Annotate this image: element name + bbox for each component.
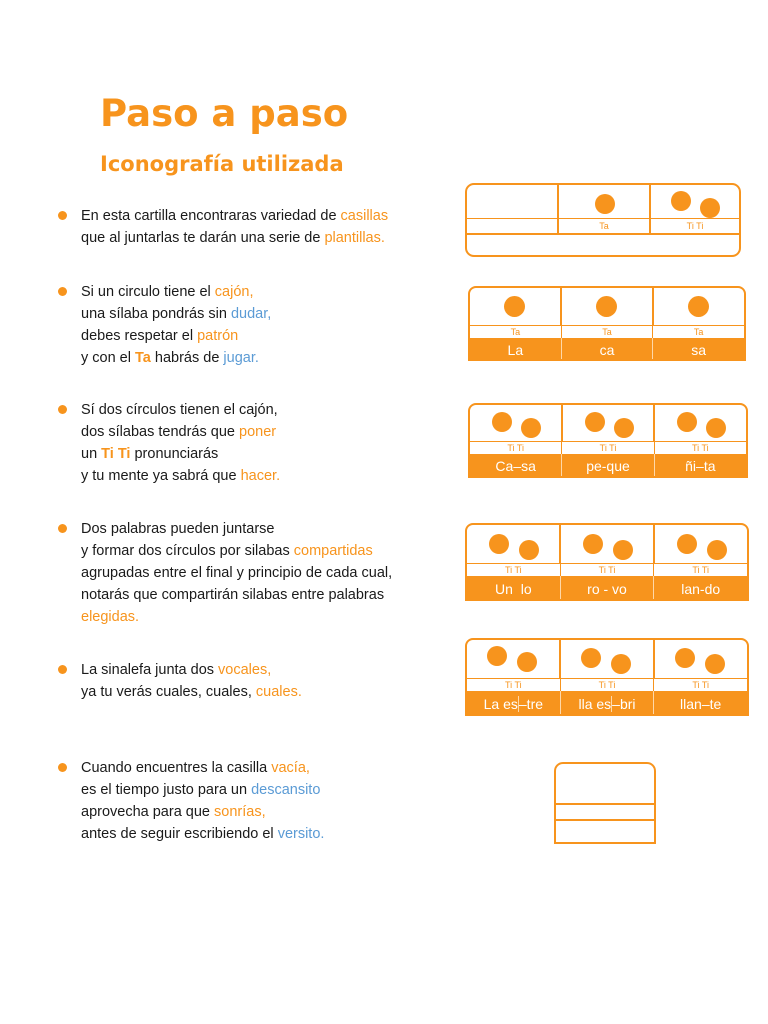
- bullet-text: [81, 518, 392, 628]
- text-line: [81, 281, 271, 303]
- text-run: –tre: [518, 696, 544, 712]
- text-line: [81, 823, 324, 845]
- text-run: y tu mente ya sabrá que: [81, 468, 241, 484]
- rhythm-label: Ti Ti: [505, 680, 522, 690]
- rhythm-label: [467, 219, 559, 233]
- pattern-box-ta: [468, 286, 746, 361]
- syllable-cell: [470, 338, 561, 361]
- highlighted-text: dudar,: [230, 306, 272, 322]
- syllable-row: [470, 338, 744, 361]
- rhythm-label: Ti Ti: [686, 221, 704, 231]
- syllable-cell: [467, 576, 560, 601]
- text-line: [81, 584, 392, 606]
- circle-icon: [583, 534, 603, 554]
- pattern-cell: [467, 640, 559, 678]
- circle-icon: [504, 296, 525, 317]
- circle-icon: [595, 194, 615, 214]
- syllable-cell: [560, 691, 654, 716]
- text-run: En esta cartilla encontraras variedad de: [81, 208, 341, 224]
- highlighted-text: descansito: [251, 782, 321, 798]
- pattern-cell: [470, 288, 560, 325]
- pattern-cell: [653, 405, 746, 441]
- rhythm-label: Ti Ti: [653, 564, 747, 576]
- highlighted-text: elegidas.: [81, 609, 140, 625]
- label-row: [467, 218, 739, 235]
- cell-titi: [651, 185, 739, 218]
- pattern-cell: [653, 640, 747, 678]
- text-run: La sinalefa junta dos: [81, 662, 219, 678]
- bullet-text: [81, 757, 324, 845]
- text-line: [81, 465, 280, 487]
- empty-syllable-row: [467, 235, 739, 255]
- syllable-row: [467, 691, 747, 716]
- syllable-cell: [654, 454, 746, 478]
- text-line: [81, 443, 280, 465]
- circle-icon: [489, 534, 509, 554]
- pattern-cell: [560, 288, 652, 325]
- bullet-text: [81, 399, 280, 487]
- highlighted-text: La es: [483, 696, 518, 712]
- label-row: [467, 678, 747, 691]
- circle-icon: [700, 198, 720, 218]
- text-run: pe-que: [586, 458, 630, 474]
- text-run: ro - vo: [587, 581, 627, 597]
- circle-icon: [521, 418, 541, 438]
- bullet-dot: [58, 405, 67, 414]
- text-run: debes respetar el: [81, 328, 198, 344]
- pattern-box-compartidas: [465, 523, 749, 601]
- text-run: ya tu verás cuales, cuales,: [81, 684, 256, 700]
- bullet-dot: [58, 665, 67, 674]
- highlighted-text: casillas: [340, 208, 389, 224]
- bullet-dot: [58, 524, 67, 533]
- circle-icon: [707, 540, 727, 560]
- page-title: Paso a paso: [100, 92, 349, 135]
- text-line: [81, 562, 392, 584]
- text-run: dos sílabas tendrás que: [81, 424, 239, 440]
- bullet-dot: [58, 763, 67, 772]
- pattern-cell: [652, 288, 744, 325]
- circle-icon: [706, 418, 726, 438]
- text-run: ñi–ta: [685, 458, 716, 474]
- circle-icon: [517, 652, 537, 672]
- circle-icon: [677, 534, 697, 554]
- highlighted-text: cajón,: [214, 284, 254, 300]
- syllable-cell: [652, 338, 744, 361]
- text-run: Ca–sa: [495, 458, 536, 474]
- circle-icon: [492, 412, 512, 432]
- pattern-cell: [653, 525, 747, 563]
- label-row: [470, 325, 744, 338]
- highlighted-text: cuales.: [255, 684, 302, 700]
- highlighted-text: poner: [239, 424, 277, 440]
- text-run: sa: [691, 342, 707, 358]
- highlighted-text: versito.: [277, 826, 325, 842]
- rhythm-label: Ti Ti: [654, 442, 746, 454]
- highlighted-text: vocales,: [218, 662, 272, 678]
- text-run: y con el: [81, 350, 135, 366]
- text-run: Sí dos círculos tienen el cajón,: [81, 402, 278, 418]
- text-run: pronunciarás: [130, 446, 219, 462]
- text-run: y formar dos círculos por silabas: [81, 543, 294, 559]
- circle-icon: [581, 648, 601, 668]
- rhythm-label: Ta: [652, 326, 744, 338]
- text-line: [81, 303, 271, 325]
- rhythm-label: Ti Ti: [507, 443, 524, 453]
- text-run: que al juntarlas te darán una serie de: [81, 230, 325, 246]
- text-run: lan-do: [681, 581, 721, 597]
- pattern-box-titi: [468, 403, 748, 478]
- text-run: ca: [599, 342, 615, 358]
- syllable-cell: [467, 691, 560, 716]
- pattern-box-casillas: [465, 183, 741, 257]
- text-run: Si un circulo tiene el: [81, 284, 215, 300]
- highlighted-text: sonrías,: [214, 804, 266, 820]
- syllable-row: [470, 454, 746, 478]
- highlighted-text: Ta: [135, 350, 151, 366]
- syllable-cell: [653, 691, 747, 716]
- rhythm-label: Ta: [559, 219, 651, 233]
- text-run: llan–te: [680, 696, 722, 712]
- circle-icon: [677, 412, 697, 432]
- circle-icon: [519, 540, 539, 560]
- rhythm-label: Ti Ti: [560, 679, 654, 691]
- highlighted-text: jugar.: [223, 350, 259, 366]
- empty-cell: [556, 764, 654, 803]
- text-line: [81, 205, 388, 227]
- highlighted-text: Ti Ti: [101, 446, 131, 462]
- syllable-cell: [561, 454, 653, 478]
- pattern-cell: [561, 405, 654, 441]
- text-run: una sílaba pondrás sin: [81, 306, 231, 322]
- text-run: aprovecha para que: [81, 804, 215, 820]
- text-run: antes de seguir escribiendo el: [81, 826, 278, 842]
- syllable-cell: [560, 576, 654, 601]
- text-run: un: [81, 446, 102, 462]
- bullet-dot: [58, 211, 67, 220]
- empty-syllable-row: [556, 821, 654, 844]
- circle-icon: [487, 646, 507, 666]
- circle-icon: [705, 654, 725, 674]
- text-run: agrupadas entre el final y principio de cada cual,: [81, 565, 393, 581]
- text-run: notarás que compartirán silabas entre palabras: [81, 587, 385, 603]
- rhythm-label: Ti Ti: [561, 442, 653, 454]
- bullet-text: [81, 659, 302, 703]
- highlighted-text: hacer.: [240, 468, 281, 484]
- circle-icon: [585, 412, 605, 432]
- text-line: [81, 606, 392, 628]
- text-line: [81, 779, 324, 801]
- rhythm-label: Ti Ti: [560, 564, 654, 576]
- label-row: [470, 441, 746, 454]
- bullet-text: [81, 281, 271, 369]
- rhythm-label: Ti Ti: [653, 679, 747, 691]
- text-line: [81, 325, 271, 347]
- highlighted-text: lla es: [578, 696, 612, 712]
- pattern-cell: [470, 405, 561, 441]
- circle-icon: [671, 191, 691, 211]
- syllable-cell: [653, 576, 747, 601]
- circle-icon: [611, 654, 631, 674]
- rhythm-label: Ta: [561, 326, 653, 338]
- circle-icon: [614, 418, 634, 438]
- text-run: La: [507, 342, 524, 358]
- pattern-cell: [467, 525, 559, 563]
- text-line: [81, 227, 388, 249]
- bullet-dot: [58, 287, 67, 296]
- text-run: Cuando encuentres la casilla: [81, 760, 272, 776]
- text-line: [81, 347, 271, 369]
- circle-icon: [613, 540, 633, 560]
- cell-empty: [467, 185, 559, 218]
- text-line: [81, 399, 280, 421]
- empty-label-row: [556, 803, 654, 821]
- text-run: Dos palabras pueden juntarse: [81, 521, 275, 537]
- text-line: [81, 757, 324, 779]
- rhythm-label: Ta: [510, 327, 521, 337]
- circle-icon: [596, 296, 617, 317]
- highlighted-text: compartidas: [293, 543, 373, 559]
- text-line: [81, 659, 302, 681]
- syllable-cell: [470, 454, 561, 478]
- circle-icon: [675, 648, 695, 668]
- label-row: [467, 563, 747, 576]
- rhythm-label: Ti Ti: [505, 565, 522, 575]
- bullet-text: [81, 205, 388, 249]
- pattern-cell: [559, 525, 653, 563]
- text-line: [81, 540, 392, 562]
- cell-ta: [559, 185, 651, 218]
- highlighted-text: vacía,: [271, 760, 310, 776]
- text-run: –bri: [612, 696, 636, 712]
- text-line: [81, 518, 392, 540]
- circle-icon: [688, 296, 709, 317]
- pattern-cell: [559, 640, 653, 678]
- syllable-cell: [561, 338, 653, 361]
- text-line: [81, 681, 302, 703]
- highlighted-text: patrón: [197, 328, 239, 344]
- pattern-box-empty: [554, 762, 656, 844]
- page-subtitle: Iconografía utilizada: [100, 152, 344, 176]
- text-line: [81, 421, 280, 443]
- text-run: Un lo: [495, 581, 532, 597]
- text-run: habrás de: [150, 350, 224, 366]
- pattern-box-sinalefa: [465, 638, 749, 716]
- syllable-row: [467, 576, 747, 601]
- text-line: [81, 801, 324, 823]
- text-run: es el tiempo justo para un: [81, 782, 252, 798]
- highlighted-text: plantillas.: [324, 230, 385, 246]
